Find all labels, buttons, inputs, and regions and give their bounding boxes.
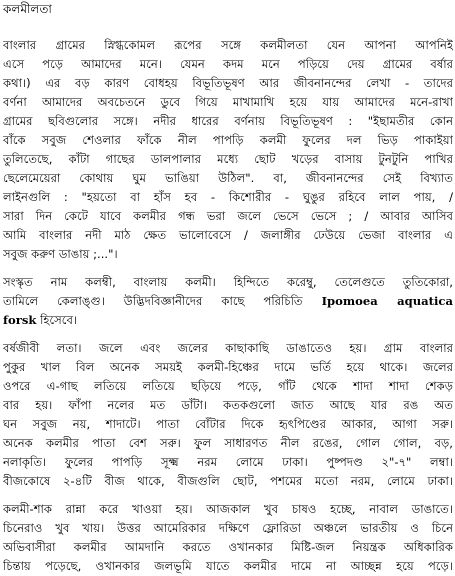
text-line: পুকুর খাল বিল অনেক সময়ই কলমী-হিঞ্চের দামে ভর্তি হয়ে থাকে। জলের xyxy=(3,360,453,374)
text-line: ওপরে এ-গাছ লতিয়ে লতিয়ে ছড়িয়ে পড়ে, গাঁট থেকে শাদা শাদা শেকড় xyxy=(3,379,453,393)
article-title: কলমীলতা xyxy=(3,2,52,16)
text-line: চিন্তায় পড়েছে, ওখানকার জলভূমি যাতে কলমীর দামে না আচ্ছন্ন হয়ে পড়ে। xyxy=(3,559,453,573)
text-line: ঘন সবুজ নয়, শাদাটে। পাতা বোঁটার দিকে হৃৎপিণ্ডের আকার, আগা সরু। xyxy=(3,417,453,431)
text-line: চিনেরাও খুব খায়। উত্তর আমেরিকার দক্ষিণে ফ্লোরিডা অঞ্চলে ভারতীয় ও চিনে xyxy=(3,521,453,535)
text-line: লাইনগুলি : "হয়তো বা হাঁস হব - কিশোরীর - ঘুঙুর রহিবে লাল পায়, / xyxy=(3,190,453,204)
text-line: বাঁকে সবুজ শেওলার ফাঁকে নীল পাপড়ি কলমী ফুলের দল ভিড় পাকাইয়া xyxy=(3,133,453,147)
paragraph-description xyxy=(3,339,453,491)
text-fragment: তামিলে কেলাঙ্গু। উদ্ভিদবিজ্ঞানীদের কাছে পরিচিতি xyxy=(3,294,303,308)
text-line: কথা।) এর বড় কারণ বোধহয় বিভূতিভূষণ আর জীবনানন্দের লেখা - তাদের xyxy=(3,76,453,90)
text-line: তুলিতেছে, কাঁটা গাছের ডালপালার মধ্যে ছোট খড়ের বাসায় টুনটুনি পাখির xyxy=(3,152,453,166)
paragraph-uses xyxy=(3,500,453,576)
text-line: বীজকোষে ২-৪টি বীজ থাকে, বীজগুলি ছোট, পশমের মতো নরম, লোমে ঢাকা। xyxy=(3,474,453,488)
text-line: অভিবাসীরা কলমীর আমদানি করতে ওখানকার মিষ্টি-জল নিয়ন্ত্রক অধিকারিক xyxy=(3,540,453,554)
scientific-name-author: forsk xyxy=(3,313,37,327)
text-line: এসে পড়ে আমাদের মনে। যেমন কদম মনে পড়িয়ে দেয় গ্রামের বর্ষার xyxy=(3,57,453,71)
paragraph-intro xyxy=(3,36,453,264)
text-line: বর্ষজীবী লতা। জলে এবং জলের কাছাকাছি ডাঙাতেও হয়। গ্রাম বাংলার xyxy=(3,341,453,355)
text-line: সংস্কৃত নাম কলম্বী, বাংলায় কলমী। হিন্দিতে করেম্বু, তেলেগুতে তুতিকোরা, xyxy=(3,275,453,289)
text-line: বর্ণনা আমাদের অবচেতনে ডুবে গিয়ে মাখামাখি হয়ে যায় আমাদের মনে-রাখা xyxy=(3,95,453,109)
text-line: সবুজ করুণ ডাঙায় ;..."। xyxy=(3,247,118,261)
text-line: বার হয়। ফাঁপা নলের মত ডাঁটা। কতকগুলো জাত আছে যার রঙ অত xyxy=(3,398,453,412)
text-line xyxy=(3,311,453,330)
text-line: অনেক কলমীর পাতা বেশ সরু। ফুল সাধারণত নীল রঙের, গোল গোল, বড়, xyxy=(3,436,453,450)
text-line: বাংলার গ্রামের স্নিগ্ধকোমল রূপের সঙ্গে কলমীলতা যেন আপনা আপনিই xyxy=(3,38,453,52)
text-line: নলাকৃতি। ফুলের পাপড়ি সূক্ষ্ম নরম লোমে ঢাকা। পুষ্পদণ্ড ২"-৭" লম্বা। xyxy=(3,455,453,469)
text-line: গ্রামের ছবিগুলোর সঙ্গে। নদীর ধারের বর্ণনায় বিভূতিভূষণ : "ইছামতীর কোন xyxy=(3,114,453,128)
paragraph-names xyxy=(3,273,453,330)
text-fragment: হিসেবে। xyxy=(40,313,78,327)
text-line xyxy=(3,292,453,311)
text-line: কলমী-শাক রান্না করে খাওয়া হয়। আজকাল খুব চাষও হচ্ছে, নাবাল ডাঙাতে। xyxy=(3,502,453,516)
text-line: আমি বাংলার নদী মাঠ ক্ষেত ভালোবেসে / জলাঙ্গীর ঢেউয়ে ভেজা বাংলার এ xyxy=(3,228,453,242)
article xyxy=(3,2,453,576)
text-line: ছেলেমেয়েরা কোথায় ঘুম ভাঙিয়া উঠিল". বা, জীবনানন্দের সেই বিখ্যাত xyxy=(3,171,453,185)
text-line: সারা দিন কেটে যাবে কলমীর গন্ধ ভরা জলে ভেসে ভেসে ; / আবার আসিব xyxy=(3,209,453,223)
scientific-name: Ipomoea aquatica xyxy=(321,294,453,308)
